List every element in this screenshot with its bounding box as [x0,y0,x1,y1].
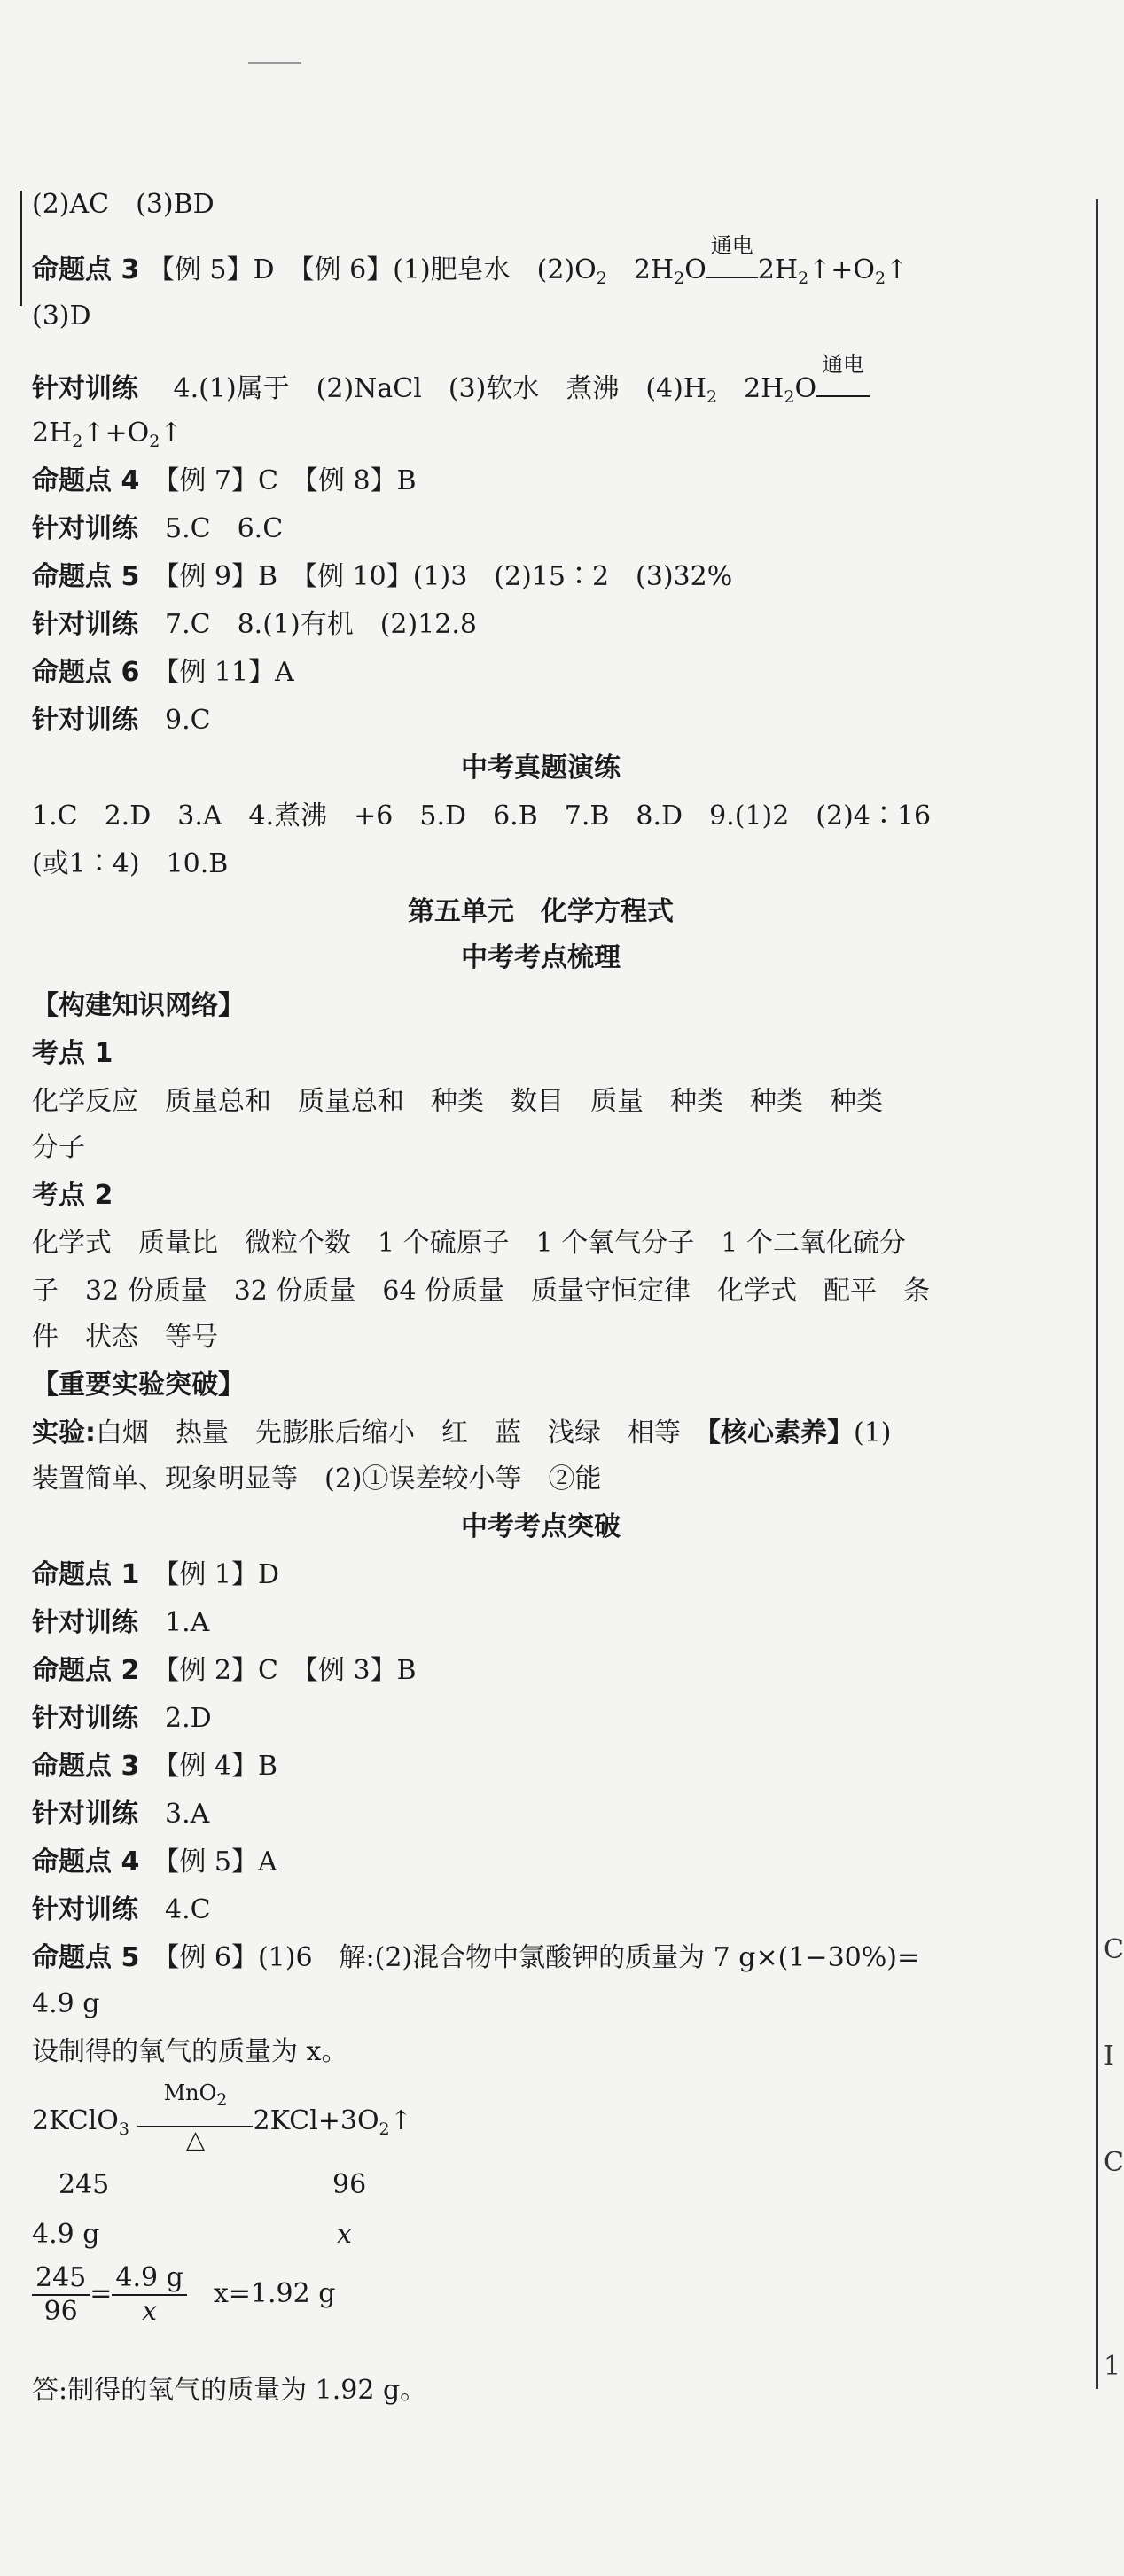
text-line: 件 状态 等号 [32,1322,218,1353]
text-line: 命题点 1 【例 1】D [32,1559,280,1590]
text-line: 针对训练 1.A [32,1607,210,1638]
section-heading: 中考真题演练 [461,753,621,784]
unit-heading: 第五单元 化学方程式 [408,896,674,927]
text-line: 化学反应 质量总和 质量总和 种类 数目 质量 种类 种类 种类 [32,1086,883,1117]
text-line: 针对训练 7.C 8.(1)有机 (2)12.8 [32,609,477,640]
proportion: $\frac{245}{96}$ = $\frac{4.9 g}{x}$ x=1.92 g [32,2262,335,2328]
subsection-heading: 【重要实验突破】 [32,1370,245,1401]
text-line: 1.C 2.D 3.A 4.煮沸 +6 5.D 6.B 7.B 8.D 9.(1)2 (2)4∶16 [32,800,932,831]
text-line: 化学式 质量比 微粒个数 1 个硫原子 1 个氧气分子 1 个二氧化硫分 [32,1228,906,1259]
text-line: $2H_2↑+O_2↑$ [32,418,183,451]
cropped-text-fragment: C [1104,1934,1124,1965]
text-line: 针对训练 5.C 6.C [32,513,284,544]
text-line: (3)D [32,301,91,332]
text-line: 装置简单、现象明显等 (2)①误差较小等 ②能 [32,1464,602,1495]
text-line: 命题点 4 【例 5】A [32,1846,277,1877]
answer-line: 答:制得的氧气的质量为 1.92 g。 [32,2375,427,2406]
cropped-text-fragment: C [1104,2147,1124,2178]
text-line: 命题点 3 【例 5】D 【例 6】(1)肥皂水 $(2)O_2$ $2H_2O$ 通电 $2H_2↑+O_2↑$ [32,233,909,288]
text-line: 针对训练 2.D [32,1703,212,1734]
text-line: 命题点 6 【例 11】A [32,657,294,688]
molar-mass: 245 [59,2169,110,2200]
text-line: 针对训练 9.C [32,705,211,736]
section-heading: 中考考点突破 [461,1511,621,1542]
text-line: 命题点 3 【例 4】B [32,1751,277,1782]
text-line: 针对训练 4.(1)属于 (2)NaCl (3)软水 煮沸 $(4)H_2$ $2H_2O$ 通电 [32,371,870,416]
top-mark [248,62,301,64]
text-line: 命题点 5 【例 9】B 【例 10】(1)3 (2)15∶2 (3)32% [32,561,733,592]
subsection-heading: 考点 1 [32,1038,113,1069]
chemical-equation: 2KClO$_3$ MnO$_2$ △ $2KCl+3O_2↑$ [32,2080,412,2154]
given-mass: 4.9 g [32,2219,100,2250]
text-line: 命题点 5 【例 6】(1)6 解:(2)混合物中氯酸钾的质量为 7 g×(1−30%)= [32,1942,920,1973]
molar-mass: 96 [332,2169,367,2200]
text-line: 命题点 4 【例 7】C 【例 8】B [32,465,417,496]
right-margin-rule [1096,199,1098,2389]
subsection-heading: 考点 2 [32,1180,113,1211]
cropped-text-fragment: I [1104,2041,1114,2072]
cropped-text-fragment: 1 [1104,2351,1121,2382]
text-line: 命题点 2 【例 2】C 【例 3】B [32,1655,417,1686]
subsection-heading: 【构建知识网络】 [32,990,245,1021]
text-line: 设制得的氧气的质量为 x。 [32,2036,348,2067]
text-line: 实验:白烟 热量 先膨胀后缩小 红 蓝 浅绿 相等 【核心素养】(1) [32,1417,892,1448]
text-line: 针对训练 4.C [32,1894,211,1925]
text-line: 子 32 份质量 32 份质量 64 份质量 质量守恒定律 化学式 配平 条 [32,1276,931,1307]
text-line: (或1∶4) 10.B [32,848,229,879]
text-line: 针对训练 3.A [32,1799,210,1830]
section-heading: 中考考点梳理 [461,942,621,973]
unknown-mass: x [337,2219,352,2250]
text-line: 分子 [32,1132,85,1163]
left-margin-rule [20,191,22,306]
text-line: (2)AC (3)BD [32,189,215,220]
text-line: 4.9 g [32,1988,100,2019]
